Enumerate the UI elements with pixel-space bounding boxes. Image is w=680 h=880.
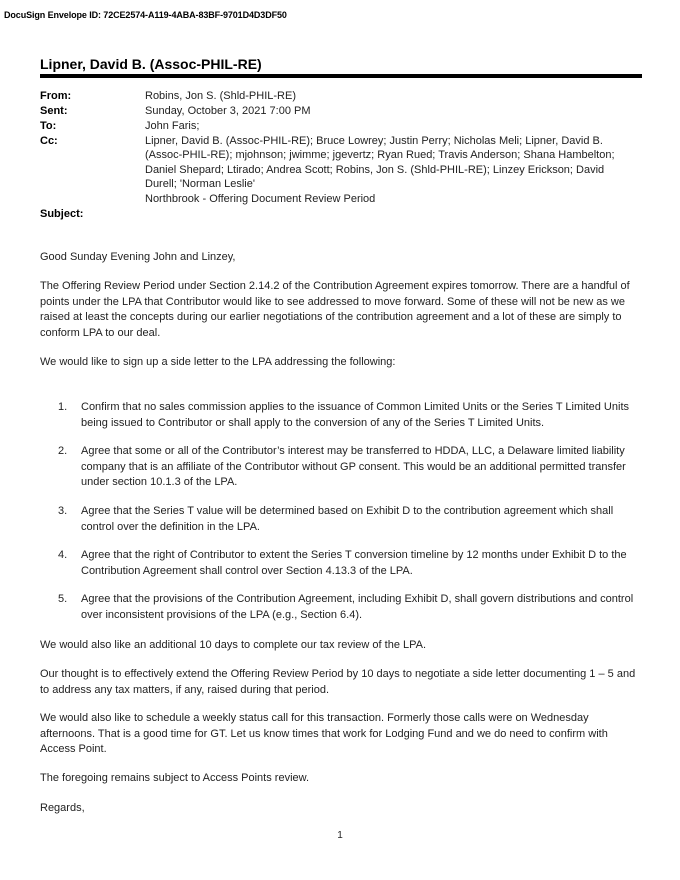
from-label: From: bbox=[40, 90, 72, 102]
list-item-text: Confirm that no sales commission applies to the issuance of Common Limited Units or the Series T Limited Units being issued to Contributor or shall apply to the conversion of any of the Series T Limited Units. bbox=[81, 401, 629, 429]
list-item bbox=[40, 444, 640, 491]
list-item-number: 5. bbox=[58, 593, 68, 606]
docusign-envelope-id: DocuSign Envelope ID: 72CE2574-A119-4ABA-83BF-9701D4D3DF50 bbox=[4, 10, 287, 20]
cc-value: Lipner, David B. (Assoc-PHIL-RE); Bruce Lowrey; Justin Perry; Nicholas Meli; Lipner, David B. (Assoc-PHIL-RE); mjohnson; jwimme; jgevertz; Ryan Rued; Travis Anderson; Shana Hambelton; Daniel Shepard; Ltirado; Andrea Scott; Robins, Jon S. (Shld-PHIL-RE); Linzey Erickson; David Durell; 'Norman Leslie' bbox=[145, 135, 615, 191]
paragraph-tax-review: We would also like an additional 10 days to complete our tax review of the LPA. bbox=[40, 639, 427, 651]
list-item-number: 2. bbox=[58, 445, 68, 458]
sent-label: Sent: bbox=[40, 105, 68, 117]
to-value: John Faris; bbox=[145, 120, 200, 132]
list-item-number: 4. bbox=[58, 549, 68, 562]
list-item-number: 1. bbox=[58, 401, 68, 413]
list-item bbox=[40, 400, 640, 431]
list-item bbox=[40, 504, 640, 535]
list-item-text: Agree that the right of Contributor to extent the Series T conversion timeline by 12 months under Exhibit D to the Contribution Agreement shall control over Section 4.13.3 of the LPA. bbox=[81, 549, 627, 577]
list-item bbox=[40, 592, 640, 623]
paragraph-side-letter: We would like to sign up a side letter to the LPA addressing the following: bbox=[40, 356, 396, 368]
list-item-text: Agree that the Series T value will be determined based on Exhibit D to the contribution agreement which shall control over the definition in the LPA. bbox=[81, 504, 614, 533]
closing: Regards, bbox=[40, 802, 85, 814]
paragraph-offering-review: The Offering Review Period under Section 2.14.2 of the Contribution Agreement expires tomorrow. There are a handful of points under the LPA that Contributor would like to see addressed to move forward. Some of these will not be new as we raised at least the concepts during our earlier negotiations of the contribution agreement and a lot of these are simply to conform LPA to our deal. bbox=[40, 280, 630, 339]
page-number: 1 bbox=[337, 830, 343, 841]
list-item-text: Agree that the provisions of the Contribution Agreement, including Exhibit D, shall govern distributions and control over inconsistent provisions of the LPA (e.g., Section 6.4). bbox=[81, 593, 634, 621]
to-label: To: bbox=[40, 120, 57, 132]
subject-label: Subject: bbox=[40, 208, 84, 220]
list-item bbox=[40, 548, 640, 579]
from-value: Robins, Jon S. (Shld-PHIL-RE) bbox=[145, 90, 296, 102]
paragraph-extend-period: Our thought is to effectively extend the Offering Review Period by 10 days to negotiate a side letter documenting 1 – 5 and to address any tax matters, if any, raised during that period. bbox=[40, 668, 636, 696]
side-letter-points-list bbox=[40, 400, 640, 624]
paragraph-subject-to-review: The foregoing remains subject to Access Points review. bbox=[40, 772, 310, 784]
subject-value: Northbrook - Offering Document Review Period bbox=[145, 193, 376, 205]
greeting: Good Sunday Evening John and Linzey, bbox=[40, 251, 236, 263]
cc-label: Cc: bbox=[40, 135, 58, 147]
sender-name-heading: Lipner, David B. (Assoc-PHIL-RE) bbox=[40, 56, 262, 72]
list-item-number: 3. bbox=[58, 504, 68, 517]
sent-value: Sunday, October 3, 2021 7:00 PM bbox=[145, 105, 311, 117]
list-item-text: Agree that some or all of the Contributor’s interest may be transferred to HDDA, LLC, a Delaware limited liability company that is an affiliate of the Contributor without GP consent. This would be an additional permitted transfer under section 10.1.3 of the LPA. bbox=[81, 445, 626, 489]
header-rule bbox=[40, 74, 642, 78]
paragraph-status-call: We would also like to schedule a weekly status call for this transaction. Formerly those calls were on Wednesday afternoons. That is a good time for GT. Let us know times that work for Lodging Fund and we do need to confirm with Access Point. bbox=[40, 712, 608, 756]
